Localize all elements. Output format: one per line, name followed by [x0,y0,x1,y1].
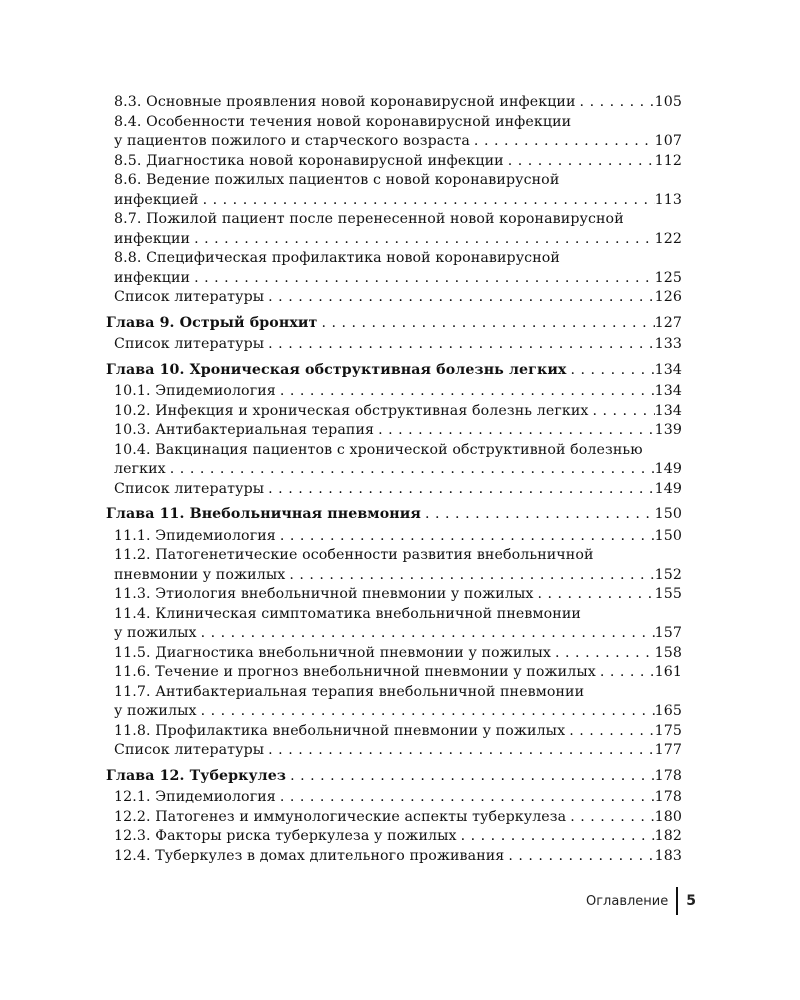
toc-entry[interactable] [106,249,682,288]
toc-page-number: 178 [654,789,682,805]
toc-page-number: 183 [654,847,682,864]
toc-entry[interactable] [106,741,682,761]
dot-leader [199,191,655,211]
dot-leader [551,644,655,664]
toc-entry[interactable] [106,585,682,605]
toc-entry-title: инфекции [114,269,191,286]
toc-entry[interactable] [106,663,682,683]
dot-leader [504,152,655,172]
toc-entry-title: у пожилых [114,625,197,641]
toc-entry[interactable] [106,827,682,847]
toc-entry[interactable] [106,93,682,113]
toc-entry[interactable] [106,113,682,152]
toc-page-number: 134 [654,383,682,399]
toc-entry[interactable] [106,847,682,867]
toc-page-number: 139 [654,422,682,438]
toc-entry-title: 10.1. Эпидемиология [114,383,276,399]
toc-chapter-title: Глава 9. Острый бронхит [106,314,318,331]
toc-entry-title: у пациентов пожилого и старческого возраста [114,133,470,149]
toc-entry-title: Список литературы [114,742,265,758]
toc-chapter-title: Глава 11. Внебольничная пневмония [106,506,421,522]
toc-entry-title: Список литературы [114,289,265,305]
toc-entry[interactable] [106,210,682,249]
toc-chapter[interactable] [106,361,682,381]
toc-entry-title: 12.2. Патогенез и иммунологические аспекты туберкулеза [114,808,567,825]
dot-leader [576,93,655,113]
toc-page-number: 133 [654,336,682,352]
dot-leader [588,402,654,422]
toc-entry[interactable] [106,288,682,308]
toc-chapter[interactable] [106,314,682,334]
dot-leader [470,132,655,152]
toc-page-number: 178 [654,767,682,784]
toc-entry-title: 11.8. Профилактика внебольничной пневмонии у пожилых [114,722,566,739]
toc-entry-title: 11.6. Течение и прогноз внебольничной пневмонии у пожилых [114,664,596,680]
toc-entry-title-line: 8.7. Пожилой пациент после перенесенной новой коронавирусной [114,211,624,227]
dot-leader [197,702,655,722]
running-head-section: Оглавление [585,893,669,909]
dot-leader [264,741,654,761]
toc-page-number: 127 [654,314,682,331]
toc-entry[interactable] [106,421,682,441]
toc-page-number: 134 [654,402,682,419]
toc-entry-title: пневмонии у пожилых [114,566,286,583]
toc-entry-title-line: 11.4. Клиническая симптоматика внебольничной пневмонии [114,605,581,622]
toc-entry-title: 12.1. Эпидемиология [114,789,276,805]
toc-page-number: 122 [654,230,682,247]
toc-entry[interactable] [106,644,682,664]
toc-entry[interactable] [106,152,682,172]
dot-leader [566,808,654,828]
dot-leader [374,421,655,441]
toc-entry-title: Список литературы [114,336,265,352]
toc-page-number: 105 [654,94,682,110]
toc-page-number: 150 [654,506,682,522]
toc-page-number: 155 [654,586,682,602]
toc-entry[interactable] [106,808,682,828]
toc-page-number: 125 [654,269,682,286]
toc-entry[interactable] [106,788,682,808]
toc-entry-title: инфекции [114,230,191,247]
toc-entry-title-line: 8.4. Особенности течения новой коронавирусной инфекции [114,113,572,130]
toc-entry-title: 12.3. Факторы риска туберкулеза у пожилых [114,828,457,844]
toc-entry[interactable] [106,335,682,355]
toc-entry[interactable] [106,441,682,480]
toc-entry-title: 11.5. Диагностика внебольничной пневмонии у пожилых [114,644,552,661]
dot-leader [565,722,654,742]
dot-leader [421,505,655,525]
toc-chapter-title: Глава 12. Туберкулез [106,767,287,784]
toc-page-number: 157 [654,625,682,641]
toc-entry-title: 11.1. Эпидемиология [114,527,276,544]
toc-entry[interactable] [106,527,682,547]
toc-entry-title: легких [114,461,166,477]
toc-entry-title-line: 8.8. Специфическая профилактика новой коронавирусной [114,250,560,266]
toc-entry-title: Список литературы [114,480,265,497]
toc-page-number: 165 [654,703,682,719]
dot-leader [533,585,654,605]
toc-entry[interactable] [106,683,682,722]
toc-chapter[interactable] [106,505,682,525]
dot-leader [276,527,655,547]
toc-page-number: 113 [654,191,682,208]
toc-page-number: 149 [654,461,682,477]
toc-page-number: 152 [654,566,682,583]
toc-entry-title-line: 8.6. Ведение пожилых пациентов с новой коронавирусной [114,172,560,188]
dot-leader [286,767,655,787]
toc-page-number: 182 [654,828,682,844]
toc-page-number: 126 [654,289,682,305]
toc-entry[interactable] [106,480,682,500]
toc-entry-title: инфекцией [114,191,199,208]
toc-entry[interactable] [106,402,682,422]
toc-entry-title: 10.2. Инфекция и хроническая обструктивная болезнь легких [114,402,589,419]
dot-leader [197,624,655,644]
dot-leader [264,480,654,500]
toc-entry[interactable] [106,382,682,402]
toc-entry-title-line: 11.2. Патогенетические особенности развития внебольничной [114,547,594,563]
toc-entry[interactable] [106,722,682,742]
dot-leader [457,827,655,847]
dot-leader [190,230,654,250]
toc-page-number: 112 [654,152,682,169]
dot-leader [504,847,654,867]
toc-entry[interactable] [106,546,682,585]
dot-leader [166,460,655,480]
toc-page-number: 107 [654,133,682,149]
toc-entry-title: 8.3. Основные проявления новой коронавирусной инфекции [114,94,576,110]
toc-entry-title: 10.3. Антибактериальная терапия [114,422,375,438]
footer-divider [676,887,678,915]
toc-entry-title-line: 11.7. Антибактериальная терапия внебольничной пневмонии [114,683,585,700]
toc-page-number: 177 [654,742,682,758]
dot-leader [276,788,655,808]
dot-leader [276,382,655,402]
toc-entry-title: 8.5. Диагностика новой коронавирусной инфекции [114,152,504,169]
toc-page-number: 150 [654,527,682,544]
dot-leader [596,663,655,683]
toc-page-number: 175 [654,722,682,739]
toc-page-number: 149 [654,480,682,497]
toc-chapter-title: Глава 10. Хроническая обструктивная болезнь легких [106,361,567,378]
toc-page-number: 134 [654,361,682,378]
toc-entry[interactable] [106,171,682,210]
toc-page-number: 161 [654,664,682,680]
page-footer [586,887,696,915]
toc-page-number: 158 [654,644,682,661]
toc-page-number: 180 [654,808,682,825]
dot-leader [264,335,654,355]
dot-leader [285,566,654,586]
dot-leader [567,361,655,381]
dot-leader [317,314,654,334]
toc-entry-title: у пожилых [114,703,197,719]
dot-leader [190,269,654,289]
toc-chapter[interactable] [106,767,682,787]
toc-entry-title: 11.3. Этиология внебольничной пневмонии у пожилых [114,586,534,602]
dot-leader [264,288,654,308]
toc-entry-title-line: 10.4. Вакцинация пациентов с хронической обструктивной болезнью [114,441,643,458]
page-number: 5 [686,893,696,909]
toc-entry-title: 12.4. Туберкулез в домах длительного проживания [114,847,505,864]
table-of-contents [106,93,682,866]
toc-entry[interactable] [106,605,682,644]
